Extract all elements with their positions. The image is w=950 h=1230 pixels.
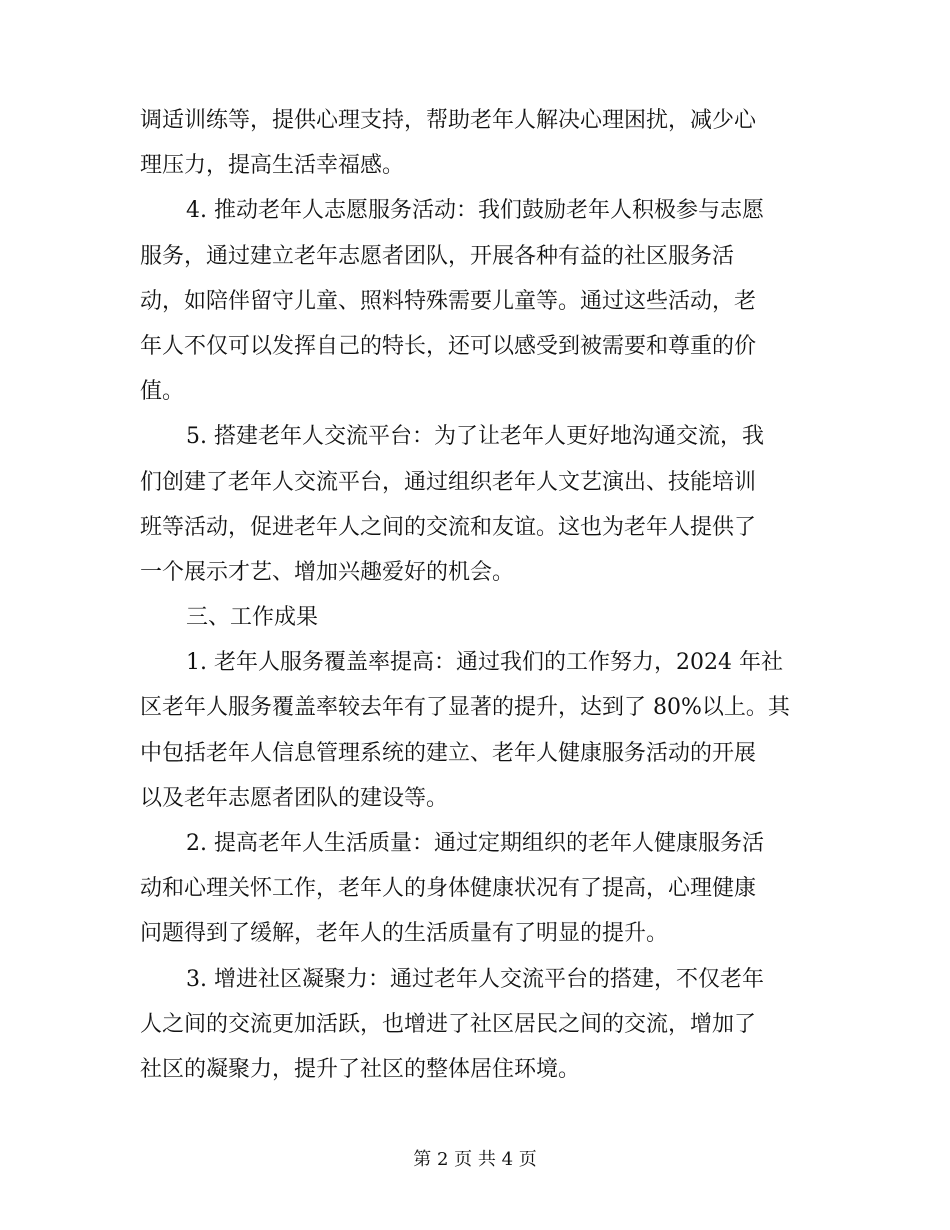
text-line: 人之间的交流更加活跃，也增进了社区居民之间的交流，增加了 — [140, 1011, 757, 1037]
text-line: 一个展示才艺、增加兴趣爱好的机会。 — [140, 559, 515, 585]
text-line: 三、工作成果 — [186, 605, 319, 631]
page-footer: 第 2 页 共 4 页 — [413, 1149, 537, 1170]
text-line: 问题得到了缓解，老年人的生活质量有了明显的提升。 — [140, 921, 669, 947]
text-line: 动和心理关怀工作，老年人的身体健康状况有了提高，心理健康 — [140, 876, 757, 902]
text-line: 区老年人服务覆盖率较去年有了显著的提升，达到了 80%以上。其 — [140, 695, 790, 721]
text-line: 动，如陪伴留守儿童、照料特殊需要儿童等。通过这些活动，老 — [140, 288, 757, 314]
text-line: 3. 增进社区凝聚力：通过老年人交流平台的搭建，不仅老年 — [186, 966, 764, 992]
text-line: 年人不仅可以发挥自己的特长，还可以感受到被需要和尊重的价 — [140, 333, 757, 359]
text-line: 4. 推动老年人志愿服务活动：我们鼓励老年人积极参与志愿 — [186, 198, 764, 224]
text-line: 2. 提高老年人生活质量：通过定期组织的老年人健康服务活 — [186, 831, 764, 856]
text-line: 以及老年志愿者团队的建设等。 — [140, 785, 449, 811]
text-line: 调适训练等，提供心理支持，帮助老年人解决心理困扰，减少心 — [140, 108, 757, 133]
text-line: 1. 老年人服务覆盖率提高：通过我们的工作努力，2024 年社 — [186, 650, 783, 676]
document-body — [140, 98, 810, 1092]
text-line: 社区的凝聚力，提升了社区的整体居住环境。 — [140, 1056, 581, 1082]
text-line: 们创建了老年人交流平台，通过组织老年人文艺演出、技能培训 — [140, 469, 757, 495]
text-line: 值。 — [140, 379, 185, 405]
text-line: 班等活动，促进老年人之间的交流和友谊。这也为老年人提供了 — [140, 514, 757, 540]
text-line: 理压力，提高生活幸福感。 — [140, 153, 405, 179]
text-line: 中包括老年人信息管理系统的建立、老年人健康服务活动的开展 — [140, 740, 757, 766]
text-line: 服务，通过建立老年志愿者团队，开展各种有益的社区服务活 — [140, 243, 735, 269]
text-line: 5. 搭建老年人交流平台：为了让老年人更好地沟通交流，我 — [186, 424, 764, 450]
